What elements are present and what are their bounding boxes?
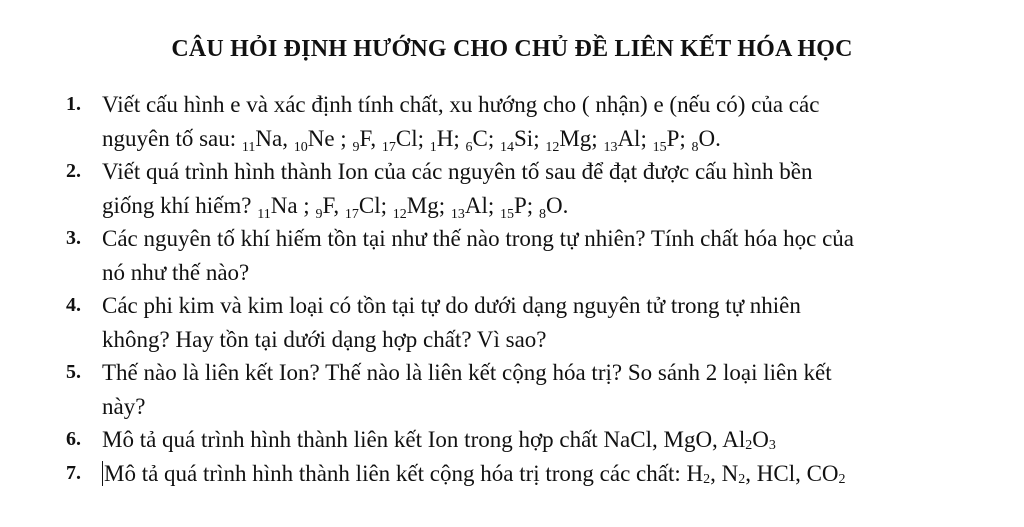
question-7 [66, 457, 1016, 491]
separator: ; [526, 192, 539, 218]
question-line-text: Mô tả quá trình hình thành liên kết Ion trong hợp chất NaCl, MgO, Al [102, 427, 746, 452]
element-list [257, 192, 569, 222]
question-line: Viết quá trình hình thành Ion của các nguyên tố sau để đạt được cấu hình bền [102, 159, 813, 184]
chem-element [500, 125, 546, 155]
formula-subscript: 2 [745, 438, 753, 453]
atomic-number: 17 [344, 206, 359, 222]
question-line: không? Hay tồn tại dưới dạng hợp chất? Vì sao? [102, 326, 547, 352]
chem-element [315, 192, 345, 222]
question-text [102, 457, 1016, 491]
separator: ; [334, 125, 353, 151]
question-line [102, 457, 1016, 491]
question-number: 2. [66, 160, 81, 182]
separator: ; [533, 125, 546, 151]
separator: ; [453, 125, 466, 151]
separator: , [370, 125, 382, 151]
separator: . [562, 192, 569, 218]
atomic-number: 15 [652, 139, 667, 155]
question-number: 5. [66, 361, 81, 383]
question-line [102, 189, 1016, 223]
element-symbol: Ne [307, 125, 335, 151]
question-3 [66, 222, 1016, 289]
element-symbol: H [436, 125, 454, 151]
question-list [66, 88, 1016, 490]
chem-element [257, 192, 316, 222]
chem-element [392, 192, 451, 222]
formula-text: , N [710, 460, 739, 486]
atomic-number: 8 [691, 139, 699, 155]
element-symbol: Na [255, 125, 283, 151]
chem-element [652, 125, 692, 155]
atomic-number: 11 [257, 206, 271, 222]
separator: ; [640, 125, 653, 151]
separator: ; [487, 192, 500, 218]
atomic-number: 10 [293, 139, 308, 155]
chem-element [429, 125, 466, 155]
atomic-number: 12 [392, 206, 407, 222]
question-text [102, 289, 1016, 356]
separator: . [715, 125, 721, 151]
chem-element [545, 125, 604, 155]
element-symbol: Mg [406, 192, 439, 218]
element-symbol: Al [464, 192, 488, 218]
question-text [102, 356, 1016, 423]
question-number: 6. [66, 428, 81, 450]
question-1 [66, 88, 1016, 155]
atomic-number: 1 [429, 139, 437, 155]
question-4 [66, 289, 1016, 356]
element-symbol: Si [514, 125, 534, 151]
atomic-number: 13 [603, 139, 618, 155]
chem-element [603, 125, 653, 155]
separator: ; [297, 192, 316, 218]
atomic-number: 9 [315, 206, 323, 222]
element-symbol: Al [617, 125, 641, 151]
element-symbol: Mg [559, 125, 592, 151]
formula-subscript: 2 [738, 471, 746, 487]
element-symbol: Cl [395, 125, 418, 151]
separator: ; [438, 192, 451, 218]
atomic-number: 8 [538, 206, 546, 222]
element-symbol: Cl [358, 192, 381, 218]
question-line: này? [102, 393, 146, 419]
document-title: CÂU HỎI ĐỊNH HƯỚNG CHO CHỦ ĐỀ LIÊN KẾT HÓA HỌC [171, 36, 853, 62]
element-symbol: C [472, 125, 488, 151]
chem-element [465, 125, 501, 155]
atomic-number: 11 [241, 139, 256, 155]
question-number: 3. [66, 227, 81, 249]
formula-subscript: 2 [703, 471, 711, 487]
question-5 [66, 356, 1016, 423]
atomic-number: 9 [352, 139, 360, 155]
chem-element [450, 192, 500, 222]
chem-element [691, 125, 721, 155]
question-text [102, 88, 1016, 155]
atomic-number: 12 [545, 139, 560, 155]
question-text [102, 423, 1016, 457]
line-prefix: nguyên tố sau: [102, 125, 242, 151]
question-line-text: Mô tả quá trình hình thành liên kết cộng hóa trị trong các chất: H [104, 460, 704, 486]
separator: ; [417, 125, 430, 151]
atomic-number: 6 [465, 139, 473, 155]
atomic-number: 14 [500, 139, 515, 155]
element-symbol: Na [270, 192, 298, 218]
separator: ; [380, 192, 393, 218]
separator: , [333, 192, 345, 218]
chem-element [538, 192, 569, 222]
question-number: 1. [66, 93, 81, 115]
question-number: 4. [66, 294, 81, 316]
chem-element [352, 125, 382, 155]
question-line [102, 423, 1016, 457]
formula-subscript: 2 [838, 471, 846, 487]
question-2 [66, 155, 1016, 222]
chem-element [500, 192, 539, 222]
chem-element [344, 192, 393, 222]
formula-text: , HCl, CO [745, 460, 839, 486]
question-line: Các phi kim và kim loại có tồn tại tự do dưới dạng nguyên tử trong tự nhiên [102, 293, 801, 318]
question-text [102, 155, 1016, 222]
chem-element [293, 125, 353, 155]
formula-subscript: 3 [768, 438, 776, 453]
question-text [102, 222, 1016, 289]
element-symbol: P [514, 192, 527, 218]
separator: ; [487, 125, 501, 151]
element-symbol: F [359, 125, 371, 151]
atomic-number: 13 [450, 206, 465, 222]
separator: ; [591, 125, 604, 151]
element-list [241, 125, 721, 155]
element-symbol: P [666, 125, 680, 151]
separator: ; [679, 125, 692, 151]
line-prefix: giống khí hiếm? [102, 192, 258, 218]
element-symbol: O [698, 125, 716, 151]
question-line: Thế nào là liên kết Ion? Thế nào là liên kết cộng hóa trị? So sánh 2 loại liên kết [102, 360, 832, 385]
question-line: Các nguyên tố khí hiếm tồn tại như thế nào trong tự nhiên? Tính chất hóa học của [102, 226, 855, 251]
text-cursor [102, 461, 103, 486]
chem-element [381, 125, 430, 155]
question-6 [66, 423, 1016, 457]
question-line: Viết cấu hình e và xác định tính chất, xu hướng cho ( nhận) e (nếu có) của các [102, 92, 820, 117]
question-line [102, 122, 1016, 156]
chem-element [241, 125, 294, 155]
element-symbol: F [322, 192, 334, 218]
separator: , [282, 125, 294, 151]
question-line: nó như thế nào? [102, 259, 250, 285]
atomic-number: 15 [500, 206, 514, 222]
atomic-number: 17 [381, 139, 396, 155]
element-symbol: O [545, 192, 563, 218]
question-number: 7. [66, 461, 81, 484]
formula-text: O [752, 427, 769, 452]
